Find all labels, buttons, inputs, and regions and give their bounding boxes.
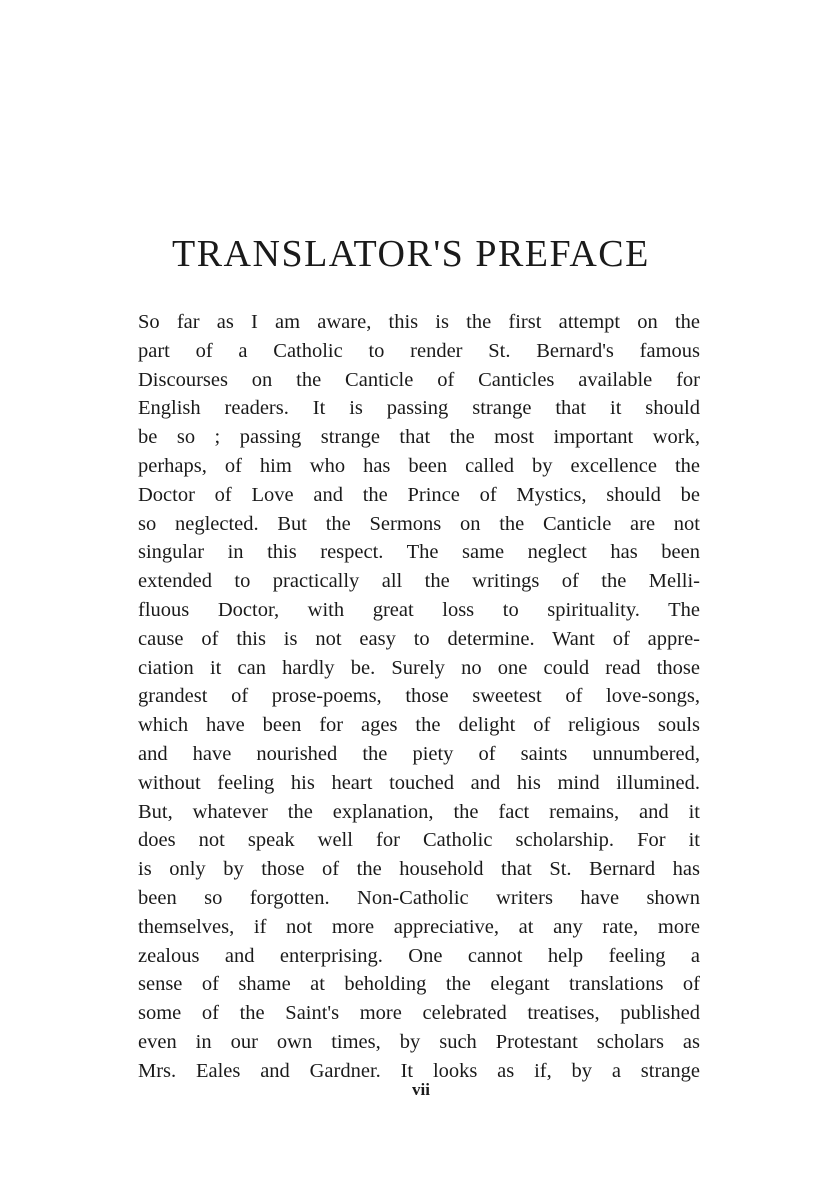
text-line: ciation it can hardly be. Surely no one could read those [138, 656, 700, 679]
text-line: is only by those of the household that St. Bernard has [138, 858, 700, 881]
page-title: TRANSLATOR'S PREFACE [172, 233, 650, 275]
text-line: part of a Catholic to render St. Bernard's famous [138, 339, 700, 362]
text-line: does not speak well for Catholic scholarship. For it [138, 829, 700, 852]
text-line: cause of this is not easy to determine. Want of appre- [138, 627, 700, 650]
text-line: zealous and enterprising. One cannot help feeling a [138, 944, 700, 967]
text-line: be so ; passing strange that the most important work, [138, 426, 700, 449]
text-line: perhaps, of him who has been called by excellence the [138, 454, 700, 477]
text-line: without feeling his heart touched and his mind illumined. [138, 771, 700, 794]
text-line: so neglected. But the Sermons on the Canticle are not [138, 512, 700, 535]
preface-body [138, 308, 700, 1086]
text-line: some of the Saint's more celebrated treatises, published [138, 1002, 700, 1025]
text-line: been so forgotten. Non-Catholic writers have shown [138, 886, 700, 909]
text-line: Doctor of Love and the Prince of Mystics, should be [138, 483, 700, 506]
text-line: sense of shame at beholding the elegant translations of [138, 973, 700, 996]
text-line: fluous Doctor, with great loss to spirituality. The [138, 598, 700, 621]
page-number: vii [412, 1080, 430, 1099]
text-line: extended to practically all the writings of the Melli- [138, 570, 700, 593]
text-line: So far as I am aware, this is the first attempt on the [138, 311, 700, 333]
text-line: But, whatever the explanation, the fact remains, and it [138, 800, 700, 823]
text-line: Discourses on the Canticle of Canticles available for [138, 368, 700, 391]
text-line: grandest of prose-poems, those sweetest of love-songs, [138, 685, 700, 708]
text-line: and have nourished the piety of saints unnumbered, [138, 742, 700, 765]
text-line: themselves, if not more appreciative, at any rate, more [138, 915, 700, 938]
text-line: English readers. It is passing strange that it should [138, 397, 700, 420]
text-line: which have been for ages the delight of religious souls [138, 714, 700, 737]
text-line: Mrs. Eales and Gardner. It looks as if, by a strange [138, 1059, 700, 1082]
text-line: even in our own times, by such Protestant scholars as [138, 1030, 700, 1053]
text-line: singular in this respect. The same neglect has been [138, 541, 700, 564]
